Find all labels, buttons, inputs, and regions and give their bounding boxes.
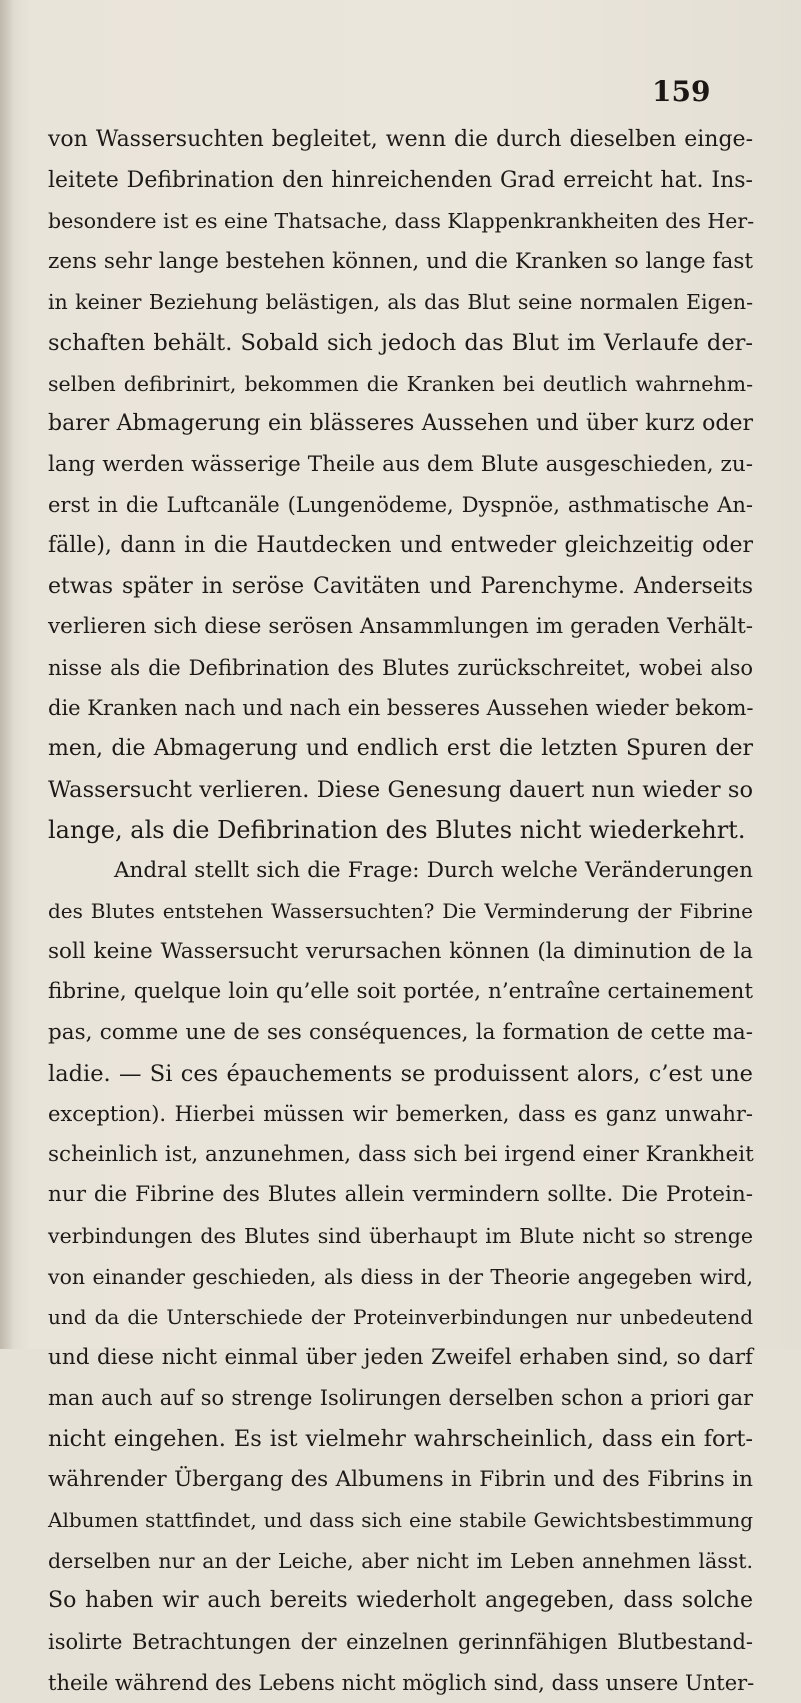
- text-line: von Wassersuchten begleitet, wenn die durch dieselben einge-: [48, 127, 753, 152]
- text-line: etwas später in seröse Cavitäten und Parenchyme. Anderseits: [48, 573, 753, 599]
- page-gutter-shadow: [0, 0, 14, 1349]
- text-line: soll keine Wassersucht verursachen können (la diminution de la: [48, 938, 753, 964]
- text-line: man auch auf so strenge Isolirungen derselben schon a priori gar: [48, 1386, 753, 1411]
- page-number: 159: [652, 75, 711, 108]
- text-line: theile während des Lebens nicht möglich sind, dass unsere Unter-: [48, 1670, 755, 1695]
- text-line: in keiner Beziehung belästigen, als das Blut seine normalen Eigen-: [48, 290, 753, 315]
- text-line: isolirte Betrachtungen der einzelnen gerinnfähigen Blutbestand-: [48, 1629, 753, 1654]
- text-line: So haben wir auch bereits wiederholt angegeben, dass solche: [48, 1588, 753, 1614]
- text-line: leitete Defibrination den hinreichenden Grad erreicht hat. Ins-: [48, 167, 753, 193]
- text-line: derselben nur an der Leiche, aber nicht im Leben annehmen lässt.: [48, 1548, 753, 1573]
- text-line: selben defibrinirt, bekommen die Kranken bei deutlich wahrnehm-: [48, 371, 753, 396]
- text-line: Albumen stattfindet, und dass sich eine stabile Gewichtsbestimmung: [48, 1508, 753, 1533]
- text-line: schaften behält. Sobald sich jedoch das Blut im Verlaufe der-: [48, 329, 753, 356]
- text-line: besondere ist es eine Thatsache, dass Klappenkrankheiten des Her-: [48, 209, 755, 234]
- text-line: und da die Unterschiede der Proteinverbindungen nur unbedeutend: [48, 1305, 753, 1330]
- text-line: men, die Abmagerung und endlich erst die letzten Spuren der: [48, 735, 753, 761]
- text-line: fälle), dann in die Hautdecken und entweder gleichzeitig oder: [48, 532, 753, 558]
- text-line: verlieren sich diese serösen Ansammlungen im geraden Verhält-: [48, 614, 753, 640]
- body-text: [48, 120, 753, 1703]
- text-line: nisse als die Defibrination des Blutes zurückschreitet, wobei also: [48, 655, 753, 680]
- text-line: die Kranken nach und nach ein besseres Aussehen wieder bekom-: [48, 696, 754, 721]
- text-line: verbindungen des Blutes sind überhaupt im Blute nicht so strenge: [48, 1224, 753, 1249]
- text-line: nicht eingehen. Es ist vielmehr wahrscheinlich, dass ein fort-: [48, 1426, 753, 1452]
- text-line: währender Übergang des Albumens in Fibrin und des Fibrins in: [48, 1466, 753, 1492]
- text-line: barer Abmagerung ein blässeres Aussehen und über kurz oder: [48, 411, 753, 437]
- text-line: Wassersucht verlieren. Diese Genesung dauert nun wieder so: [48, 776, 753, 803]
- text-line: scheinlich ist, anzunehmen, dass sich bei irgend einer Krankheit: [48, 1141, 754, 1167]
- text-line: zens sehr lange bestehen können, und die Kranken so lange fast: [48, 248, 753, 274]
- text-line: nur die Fibrine des Blutes allein vermindern sollte. Die Protein-: [48, 1182, 753, 1208]
- text-line: des Blutes entstehen Wassersuchten? Die Verminderung der Fibrine: [48, 899, 753, 924]
- paragraph-start-line: Andral stellt sich die Frage: Durch welche Veränderungen: [114, 857, 753, 883]
- text-line: von einander geschieden, als diess in der Theorie angegeben wird,: [48, 1264, 753, 1289]
- text-line: ladie. — Si ces épauchements se produissent alors, c’est une: [48, 1060, 753, 1087]
- text-line: lang werden wässerige Theile aus dem Blute ausgeschieden, zu-: [48, 451, 753, 477]
- text-line: exception). Hierbei müssen wir bemerken, dass es ganz unwahr-: [48, 1102, 753, 1127]
- text-line: pas, comme une de ses conséquences, la formation de cette ma-: [48, 1020, 753, 1046]
- paragraph-end-line: lange, als die Defibrination des Blutes nicht wiederkehrt.: [48, 816, 746, 845]
- text-line: und diese nicht einmal über jeden Zweifel erhaben sind, so darf: [48, 1344, 753, 1370]
- text-line: erst in die Luftcanäle (Lungenödeme, Dyspnöe, asthmatische An-: [48, 493, 753, 518]
- text-line: fibrine, quelque loin qu’elle soit portée, n’entraîne certainement: [48, 979, 753, 1005]
